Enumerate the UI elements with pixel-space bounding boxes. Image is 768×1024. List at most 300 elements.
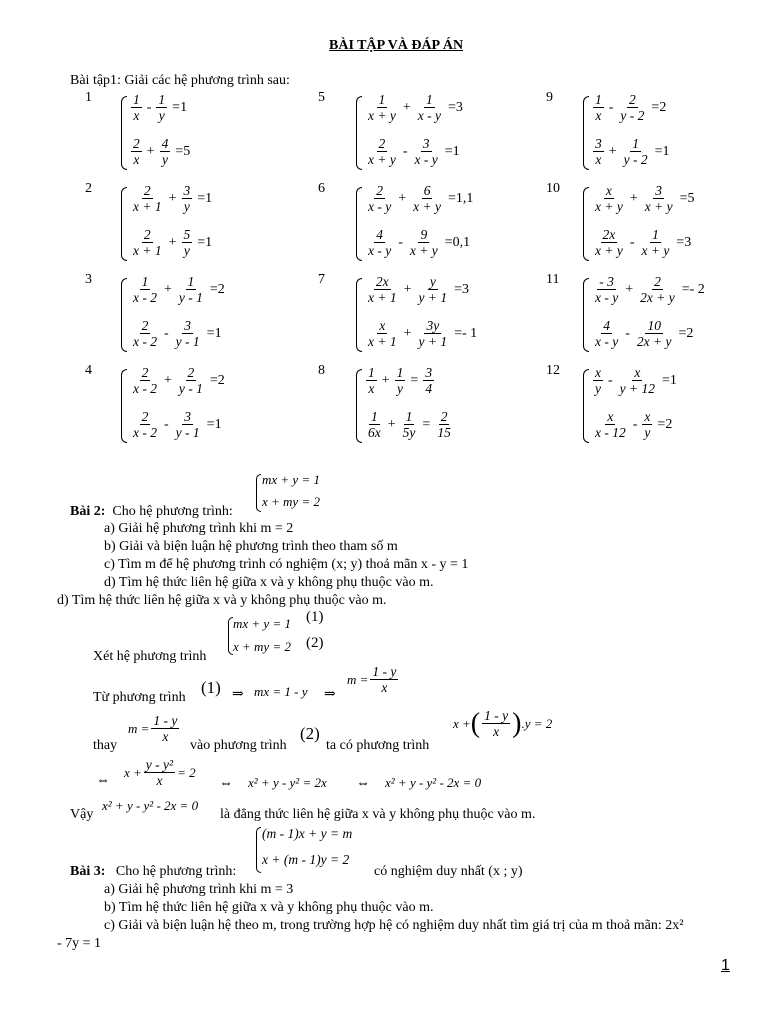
exercise-1-heading: Bài tập1: Giải các hệ phương trình sau: (70, 73, 290, 88)
fraction-numerator: 1 (425, 92, 433, 107)
operator: =2 (209, 281, 225, 297)
frac-denominator: x (493, 724, 500, 739)
fraction (366, 274, 399, 305)
equation-system (356, 90, 556, 172)
operator: - (608, 372, 613, 388)
fraction-numerator: 1 (187, 274, 195, 289)
fraction-numerator: 2 (629, 92, 636, 107)
fraction-denominator: x (133, 108, 140, 123)
equation-row (364, 183, 476, 214)
fraction-numerator: 1 (141, 274, 149, 289)
fraction-numerator: 1 (368, 365, 375, 380)
equation-row (591, 92, 669, 123)
fraction (642, 409, 652, 440)
fraction-denominator: x (595, 108, 602, 123)
equation-system (583, 363, 768, 445)
fraction (131, 409, 159, 440)
fraction (618, 92, 646, 123)
fraction-denominator: x + y (595, 199, 623, 214)
step2-equation: x² + y - y² = 2x (248, 775, 327, 790)
system-brace (121, 96, 127, 170)
operator: + (403, 325, 412, 341)
operator: =1 (206, 325, 222, 341)
fraction-denominator: y - 1 (175, 334, 200, 349)
fraction-numerator: 3 (422, 136, 430, 151)
system-brace (121, 187, 127, 261)
operator: =3 (676, 234, 692, 250)
operator: =2 (657, 416, 673, 432)
operator: =2 (651, 99, 667, 115)
system-brace (583, 187, 589, 261)
fraction-numerator: 2 (141, 365, 149, 380)
fraction-numerator: x (644, 409, 651, 424)
fraction-numerator: x (595, 365, 601, 380)
fraction-numerator: x (379, 318, 386, 333)
operator: =1 (444, 143, 460, 159)
system-brace (583, 369, 589, 443)
fraction (174, 409, 202, 440)
equation-system (121, 181, 321, 263)
conclusion-text: là đẳng thức liên hệ giữa x và y không phụ thuộc vào m. (220, 807, 536, 822)
system-number: 10 (546, 181, 560, 196)
fraction-numerator: 3 (425, 365, 433, 380)
fraction (366, 92, 398, 123)
frac-numerator: 1 - y (484, 708, 509, 723)
fraction (366, 318, 399, 349)
equation-system (583, 272, 768, 354)
fraction (174, 318, 202, 349)
fraction (156, 92, 167, 123)
fraction (182, 227, 193, 258)
fraction-denominator: y + 1 (418, 290, 448, 305)
fraction (593, 365, 603, 396)
equation-system (356, 181, 556, 263)
operator: + (381, 372, 390, 388)
fraction-denominator: y (162, 152, 169, 167)
fraction-numerator: 2 (143, 227, 151, 242)
fraction (366, 409, 383, 440)
ex3-header (70, 864, 236, 880)
operator: + (168, 190, 177, 206)
system-number: 12 (546, 363, 560, 378)
equation-tag-2: (2) (306, 635, 324, 651)
result-equation: x + ( $\frac{1 - y}{x}$ ) .y = 2 (453, 707, 553, 739)
operator: =1 (662, 372, 677, 388)
fraction (131, 365, 159, 396)
ex2-sol-eq2: x + my = 2 (233, 639, 291, 654)
operator: =- 1 (454, 325, 478, 341)
fraction-denominator: y (397, 381, 404, 396)
fraction (640, 227, 672, 258)
fraction (593, 274, 620, 305)
fraction-numerator: 1 (405, 409, 413, 424)
fraction-numerator: 1 (158, 92, 166, 107)
equation-system (121, 272, 321, 354)
system-brace (356, 278, 362, 352)
equation-row (591, 136, 673, 167)
operator: - (164, 325, 169, 341)
operator: =2 (209, 372, 225, 388)
system-number: 9 (546, 90, 553, 105)
equation-row (591, 318, 696, 349)
fraction-denominator: x + y (641, 243, 670, 258)
fraction-denominator: x (368, 381, 375, 396)
fraction-denominator: y - 1 (178, 381, 203, 396)
fraction-numerator: 2 (376, 183, 383, 198)
equation-row (129, 92, 190, 123)
implies-arrow: ⇒ (324, 687, 336, 702)
fraction (408, 227, 440, 258)
fraction-denominator: x - 2 (133, 381, 157, 396)
fraction-denominator: y (183, 199, 190, 214)
substitute-text: thay (93, 738, 118, 753)
fraction-numerator: 9 (420, 227, 428, 242)
fraction-numerator: 2 (378, 136, 386, 151)
fraction (417, 274, 450, 305)
fraction-denominator: x + y (644, 199, 673, 214)
fraction-denominator: y - 2 (620, 108, 645, 123)
ex2-item-c: c) Tìm m để hệ phương trình có nghiệm (x; y) thoả mãn x - y = 1 (104, 557, 469, 572)
fraction (593, 136, 604, 167)
fraction-numerator: 3 (184, 409, 192, 424)
m-equals: m = (128, 720, 150, 736)
ex2-item-b: b) Giải và biện luận hệ phương trình theo tham số m (104, 539, 398, 554)
fraction-denominator: x - y (368, 243, 392, 258)
operator: + (146, 143, 155, 159)
operator: - (164, 416, 169, 432)
equation-tag-1: (1) (201, 678, 221, 697)
equation-row (129, 274, 228, 305)
equation-row (129, 318, 225, 349)
fraction (593, 92, 604, 123)
operator: =1 (197, 190, 213, 206)
system-brace (256, 474, 261, 512)
fraction (160, 136, 171, 167)
fraction-denominator: x - y (595, 290, 619, 305)
operator: =1,1 (447, 190, 474, 206)
fraction (593, 227, 625, 258)
fraction-denominator: x - y (595, 334, 619, 349)
operator: - (608, 99, 614, 115)
fraction-numerator: 2 (187, 365, 195, 380)
fraction-denominator: 2x + y (640, 290, 675, 305)
equation-row (129, 409, 225, 440)
into-text: vào phương trình (190, 738, 287, 753)
fraction-numerator: x (607, 409, 614, 424)
fraction-numerator: 3 (184, 318, 192, 333)
operator: - (402, 143, 408, 159)
frac-denominator: x (381, 680, 388, 695)
fraction-numerator: 3 (183, 183, 191, 198)
operator: = (410, 372, 419, 388)
fraction-numerator: 3 (655, 183, 663, 198)
equation-row (364, 365, 436, 396)
operator: + (608, 143, 617, 159)
fraction-denominator: y - 2 (623, 152, 648, 167)
fraction (131, 274, 159, 305)
ex3-intro: Cho hệ phương trình: (115, 864, 237, 879)
fraction-denominator: x + 1 (133, 199, 162, 214)
system-brace (356, 187, 362, 261)
operator: - (146, 99, 152, 115)
system-brace (256, 827, 261, 873)
step1-numerator: y - y² (145, 757, 174, 772)
fraction-denominator: y (595, 381, 601, 396)
fraction-denominator: y - 1 (178, 290, 203, 305)
fraction (435, 409, 453, 440)
fraction-numerator: 4 (161, 136, 169, 151)
fraction-numerator: 10 (647, 318, 661, 333)
operator: =5 (679, 190, 695, 206)
equation-row (129, 183, 215, 214)
fraction (635, 318, 674, 349)
system-number: 4 (85, 363, 92, 378)
system-brace (121, 369, 127, 443)
fraction-numerator: 2 (133, 136, 140, 151)
ex2-label: Bài 2: (70, 504, 106, 519)
fraction (622, 136, 650, 167)
ex3-item-c: c) Giải và biện luận hệ theo m, trong trường hợp hệ có nghiệm duy nhất tìm giá trị của m thoả mãn: 2x² (104, 918, 684, 933)
ex2-system-eq2: x + my = 2 (262, 494, 320, 509)
operator: + (164, 372, 172, 388)
system-number: 6 (318, 181, 325, 196)
equation-row (364, 92, 466, 123)
fraction-denominator: y (644, 425, 651, 440)
fraction (182, 183, 193, 214)
fraction (593, 409, 628, 440)
equation-system (121, 90, 321, 172)
fraction-numerator: 2 (141, 409, 149, 424)
equation-row (591, 183, 698, 214)
fraction (593, 183, 625, 214)
ex2-intro: Cho hệ phương trình: (112, 504, 233, 519)
equation-row (364, 318, 480, 349)
equation-system (121, 363, 321, 445)
fraction-numerator: 2x (375, 274, 389, 289)
operator: + (168, 234, 177, 250)
fraction-denominator: x (595, 152, 602, 167)
step1-denominator: x (156, 773, 163, 788)
fraction-numerator: 3 (595, 136, 602, 151)
fraction (131, 227, 164, 258)
fraction-denominator: x + y (413, 199, 441, 214)
operator: =2 (678, 325, 694, 341)
operator: - (632, 416, 638, 432)
operator: =3 (447, 99, 463, 115)
fraction-denominator: x + y (595, 243, 623, 258)
equation-row (364, 409, 455, 440)
fraction (395, 365, 406, 396)
fraction-numerator: 5 (183, 227, 191, 242)
fraction-denominator: 5y (402, 425, 416, 440)
get-text: ta có phương trình (326, 738, 430, 753)
system-number: 3 (85, 272, 92, 287)
operator: - (398, 234, 403, 250)
system-number: 1 (85, 90, 92, 105)
result-suffix: .y = 2 (521, 715, 553, 731)
fraction-denominator: x + y (368, 152, 396, 167)
fraction-denominator: 15 (437, 425, 451, 440)
ex2-header (70, 504, 233, 520)
system-brace (356, 96, 362, 170)
fraction-denominator: x - 2 (133, 334, 157, 349)
system-number: 5 (318, 90, 325, 105)
equation-row (129, 365, 228, 396)
ex3-unique-text: có nghiệm duy nhất (x ; y) (374, 864, 523, 879)
system-brace (583, 96, 589, 170)
fraction (618, 365, 657, 396)
equation-row (129, 227, 215, 258)
fraction-denominator: x - y (414, 152, 438, 167)
operator: =1 (172, 99, 188, 115)
operator: =0,1 (444, 234, 471, 250)
operator: =1 (197, 234, 213, 250)
fraction (366, 136, 398, 167)
ex3-item-c-tail: - 7y = 1 (57, 936, 102, 951)
page-number: 1 (721, 957, 730, 974)
implies-arrow: ⇒ (232, 687, 244, 702)
fraction (423, 365, 434, 396)
fraction-denominator: y + 1 (418, 334, 448, 349)
frac-numerator: 1 - y (153, 713, 178, 728)
fraction (366, 227, 393, 258)
system-brace (356, 369, 362, 443)
page-title: BÀI TẬP VÀ ĐÁP ÁN (329, 38, 464, 53)
fraction-denominator: x + y (409, 243, 438, 258)
fraction-denominator: x + y (368, 108, 396, 123)
operator: - (629, 234, 635, 250)
fraction-denominator: x + 1 (368, 334, 397, 349)
fraction-numerator: 1 (632, 136, 640, 151)
ex3-system-eq1: (m - 1)x + y = m (262, 826, 353, 841)
step3-equation: x² + y - y² - 2x = 0 (385, 775, 482, 790)
equation-system (356, 363, 556, 445)
eq-mx: mx = 1 - y (254, 684, 308, 699)
from-text: Từ phương trình (93, 690, 186, 705)
equiv-arrow: ⇔ (96, 773, 110, 788)
fraction-denominator: x - y (368, 199, 392, 214)
step1-prefix: x + (124, 764, 142, 780)
m-fraction (347, 664, 400, 695)
operator: =3 (454, 281, 470, 297)
system-brace (121, 278, 127, 352)
fraction (366, 183, 393, 214)
system-number: 7 (318, 272, 325, 287)
fraction (177, 365, 205, 396)
frac-denominator: x (162, 729, 169, 744)
equation-row (364, 274, 472, 305)
operator: + (403, 281, 412, 297)
equation-row (591, 274, 708, 305)
fraction (131, 136, 142, 167)
fraction (366, 365, 377, 396)
fraction-numerator: 1 (371, 409, 378, 424)
operator: + (387, 416, 396, 432)
fraction (131, 318, 159, 349)
ex2-sol-eq1: mx + y = 1 (233, 616, 291, 631)
operator: + (402, 99, 411, 115)
consider-text: Xét hệ phương trình (93, 649, 207, 664)
operator: + (398, 190, 407, 206)
fraction-numerator: 1 (652, 227, 659, 242)
fraction-denominator: 4 (425, 381, 433, 396)
equation-system (583, 181, 768, 263)
fraction (131, 92, 142, 123)
equation-row (364, 227, 473, 258)
fraction (177, 274, 205, 305)
fraction-numerator: 1 (133, 92, 140, 107)
operator: + (625, 281, 634, 297)
fraction-denominator: x - 12 (595, 425, 626, 440)
ex2-solution-heading: d) Tìm hệ thức liên hệ giữa x và y không phụ thuộc vào m. (57, 593, 387, 608)
equation-row (129, 136, 193, 167)
fraction-denominator: 6x (368, 425, 381, 440)
system-number: 11 (546, 272, 560, 287)
ex3-item-a: a) Giải hệ phương trình khi m = 3 (104, 882, 294, 897)
fraction-numerator: x (634, 365, 641, 380)
fraction-denominator: x + 1 (368, 290, 397, 305)
fraction-denominator: 2x + y (636, 334, 672, 349)
fraction-numerator: 4 (603, 318, 610, 333)
equation-system (356, 272, 556, 354)
operator: + (164, 281, 172, 297)
fraction (413, 136, 440, 167)
equation-tag-1: (1) (306, 609, 324, 625)
frac-numerator: 1 - y (372, 664, 397, 679)
fraction-numerator: 1 (378, 92, 386, 107)
equation-row (591, 409, 675, 440)
step1-rhs: = 2 (177, 764, 196, 780)
conclusion-equation: x² + y - y² - 2x = 0 (102, 798, 199, 813)
conclusion-prefix: Vậy (70, 807, 94, 822)
fraction-denominator: y (183, 243, 190, 258)
fraction (593, 318, 620, 349)
fraction (411, 183, 443, 214)
m-fraction-2 (128, 713, 181, 744)
fraction-numerator: 2 (143, 183, 151, 198)
equation-row (591, 227, 694, 258)
fraction (643, 183, 675, 214)
equiv-arrow: ⇔ (356, 776, 370, 791)
fraction-denominator: x - 2 (133, 290, 157, 305)
ex2-system-eq1: mx + y = 1 (262, 472, 320, 487)
system-number: 8 (318, 363, 325, 378)
fraction-numerator: 4 (376, 227, 383, 242)
fraction-numerator: 3y (426, 318, 440, 333)
fraction-denominator: x - y (417, 108, 441, 123)
fraction-denominator: y + 12 (619, 381, 656, 396)
fraction-numerator: 1 (595, 92, 602, 107)
fraction-numerator: 2 (440, 409, 448, 424)
fraction-numerator: 2 (141, 318, 149, 333)
ex3-label: Bài 3: (70, 864, 106, 879)
ex3-item-b: b) Tìm hệ thức liên hệ giữa x và y không phụ thuộc vào m. (104, 900, 434, 915)
ex3-system-eq2: x + (m - 1)y = 2 (262, 852, 350, 867)
equation-system (583, 90, 768, 172)
operator: =1 (654, 143, 670, 159)
operator: + (629, 190, 638, 206)
operator: - (625, 325, 630, 341)
fraction-numerator: 6 (423, 183, 431, 198)
fraction-denominator: y (158, 108, 165, 123)
equation-tag-2: (2) (300, 724, 320, 743)
fraction-numerator: 2x (602, 227, 616, 242)
fraction-numerator: 2 (654, 274, 661, 289)
fraction (416, 92, 443, 123)
fraction (401, 409, 418, 440)
fraction-denominator: x - 2 (133, 425, 157, 440)
fraction-denominator: x (133, 152, 140, 167)
